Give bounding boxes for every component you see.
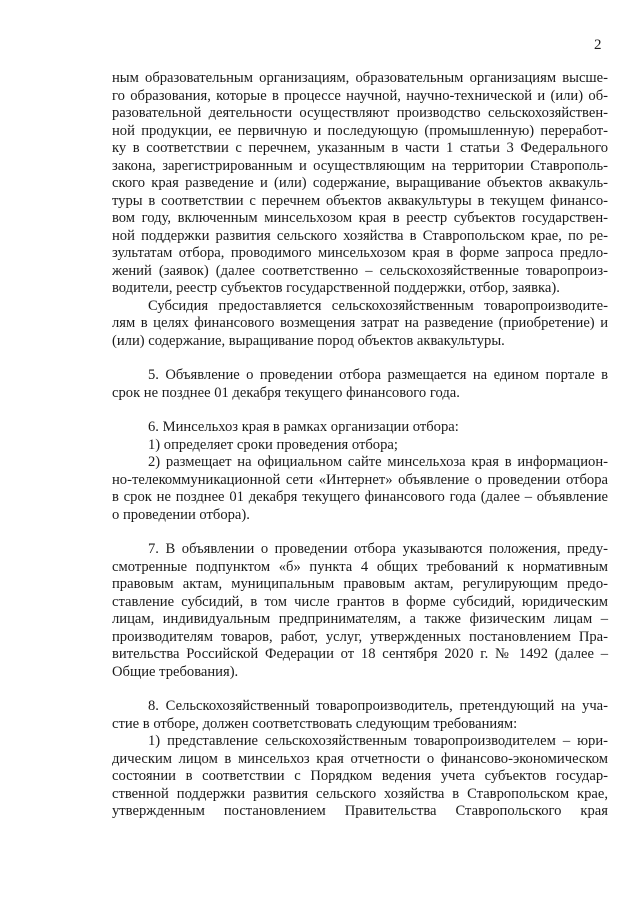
- paragraph-gap: [112, 350, 608, 367]
- paragraph-gap: [112, 402, 608, 419]
- paragraph-gap: [112, 524, 608, 541]
- text-line: правовым актам, муниципальным правовым актам, регулирующим предо-: [112, 576, 608, 592]
- text-line: Общие требования).: [112, 663, 239, 680]
- text-line: 1) представление сельскохозяйственным товаропроизводителем – юри-: [148, 733, 608, 749]
- text-line: вительства Российской Федерации от 18 сентября 2020 г. № 1492 (далее –: [112, 646, 608, 662]
- text-line: разовательной деятельности осуществляют производство сельскохозяйствен-: [112, 105, 608, 121]
- document-body: [112, 70, 608, 821]
- text-line: 1) определяет сроки проведения отбора;: [148, 436, 398, 453]
- text-line: ку в соответствии с перечнем, указанным в части 1 статьи 3 Федерального: [112, 140, 608, 156]
- text-line: утвержденным постановлением Правительства Ставропольского края: [112, 803, 608, 819]
- text-line: го образования, которые в процессе научной, научно-технической и (или) об-: [112, 87, 608, 104]
- text-line: дическим лицом в минсельхоз края отчетности о финансово-экономическом: [112, 750, 608, 767]
- text-line: стие в отборе, должен соответствовать следующим требованиям:: [112, 715, 518, 732]
- text-line: вом году, включенным минсельхозом края в реестр субъектов государствен-: [112, 210, 608, 226]
- text-line: 2) размещает на официальном сайте минсельхоза края в информацион-: [148, 454, 608, 470]
- text-line: о проведении отбора).: [112, 506, 250, 523]
- text-line: но-телекоммуникационной сети «Интернет» объявление о проведении отбора: [112, 471, 608, 488]
- text-line: ского края разведение и (или) содержание, выращивание объектов аквакуль-: [112, 175, 608, 191]
- text-line: туры в соответствии с перечнем объектов аквакультуры в текущем финансо-: [112, 192, 608, 209]
- text-line: ственной поддержки развития сельского хозяйства в Ставропольском крае,: [112, 785, 608, 802]
- text-line: ставление субсидий, в том числе грантов в форме субсидий, юридическим: [112, 593, 608, 610]
- text-line: жений (заявок) (далее соответственно – сельскохозяйственные товаропроиз-: [112, 262, 608, 279]
- text-line: 7. В объявлении о проведении отбора указываются положения, преду-: [148, 541, 608, 557]
- text-line: в срок не позднее 01 декабря текущего финансового года (далее – объявление: [112, 489, 608, 505]
- text-line: 6. Минсельхоз края в рамках организации отбора:: [148, 419, 459, 435]
- text-line: закона, зарегистрированным и осуществляющим на территории Ставрополь-: [112, 157, 608, 174]
- text-line: лям в целях финансового возмещения затрат на разведение (приобретение) и: [112, 315, 608, 331]
- text-line: 8. Сельскохозяйственный товаропроизводитель, претендующий на уча-: [148, 698, 608, 714]
- text-line: срок не позднее 01 декабря текущего финансового года.: [112, 384, 460, 401]
- text-line: производителям товаров, работ, услуг, утвержденных постановлением Пра-: [112, 628, 608, 645]
- text-line: лицам, индивидуальным предпринимателям, а также физическим лицам –: [112, 611, 608, 627]
- text-line: ным образовательным организациям, образовательным организациям высше-: [112, 70, 608, 86]
- paragraph-gap: [112, 681, 608, 698]
- text-line: зультатам отбора, проводимого минсельхозом края в форме запроса предло-: [112, 245, 608, 261]
- text-line: (или) содержание, выращивание пород объектов аквакультуры.: [112, 332, 505, 349]
- text-line: смотренные подпунктом «б» пункта 4 общих требований к нормативным: [112, 558, 608, 575]
- text-line: состоянии в соответствии с Порядком ведения учета субъектов государ-: [112, 768, 608, 784]
- text-line: Субсидия предоставляется сельскохозяйственным товаропроизводите-: [148, 297, 608, 314]
- page-number: 2: [594, 37, 602, 53]
- text-line: ной продукции, ее первичную и последующую (промышленную) переработ-: [112, 122, 608, 139]
- text-line: 5. Объявление о проведении отбора размещается на едином портале в: [148, 367, 608, 383]
- text-line: водители, реестр субъектов государственной поддержки, отбор, заявка).: [112, 280, 560, 296]
- text-line: ной поддержки развития сельского хозяйства в Ставропольском крае, по ре-: [112, 227, 608, 244]
